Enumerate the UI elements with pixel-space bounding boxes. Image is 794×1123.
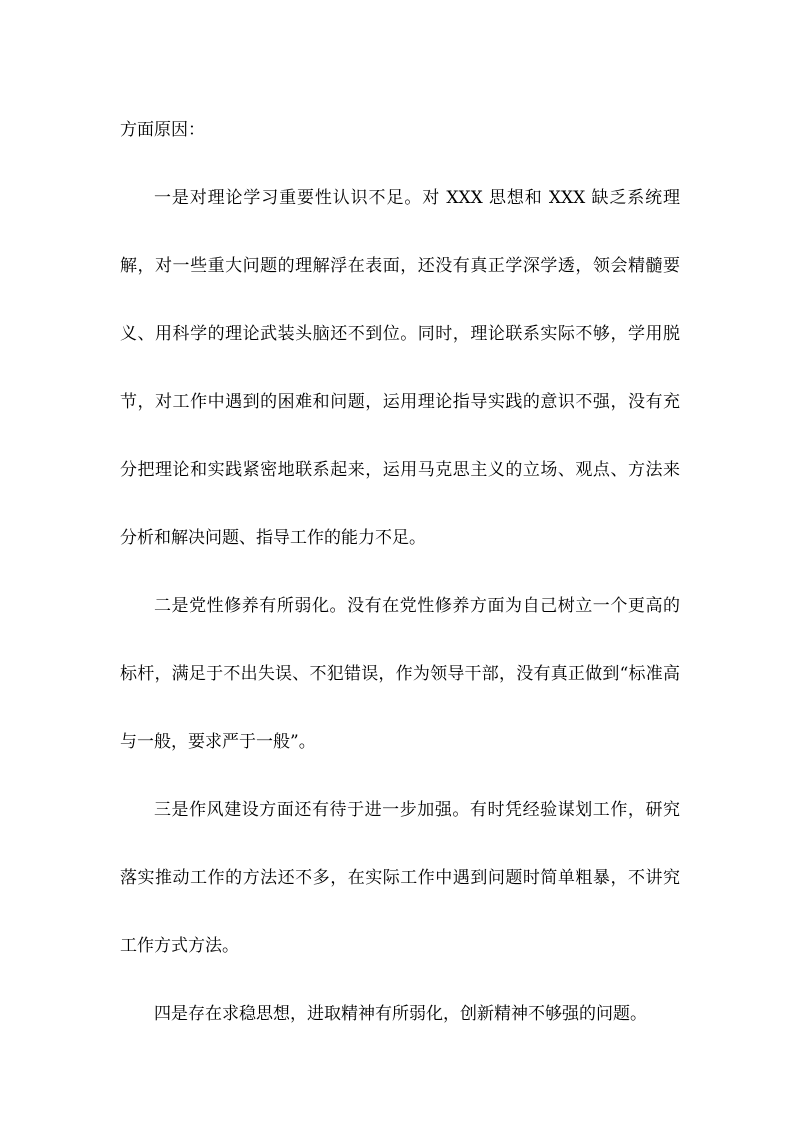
paragraph-point-three: 三是作风建设方面还有待于进一步加强。有时凭经验谋划工作，研究落实推动工作的方法还不多，在实际工作中遇到问题时简单粗暴，不讲究工作方式方法。 <box>120 800 680 956</box>
paragraph-point-four: 四是存在求稳思想，进取精神有所弱化，创新精神不够强的问题。 <box>154 1004 647 1024</box>
document-body <box>120 96 680 1048</box>
paragraph-point-one: 一是对理论学习重要性认识不足。对 XXX 思想和 XXX 缺乏系统理解，对一些重大问题的理解浮在表面，还没有真正学深学透，领会精髓要义、用科学的理论武装头脑还不到位。同时，理论联系实际不够，学用脱节，对工作中遇到的困难和问题，运用理论指导实践的意识不强，没有充分把理论和实践紧密地联系起来，运用马克思主义的立场、观点、方法来分析和解决问题、指导工作的能力不足。 <box>120 188 680 548</box>
paragraph-point-two: 二是党性修养有所弱化。没有在党性修养方面为自己树立一个更高的标杆，满足于不出失误、不犯错误，作为领导干部，没有真正做到“标准高与一般，要求严于一般”。 <box>120 596 680 752</box>
paragraph-intro: 方面原因： <box>120 120 205 140</box>
